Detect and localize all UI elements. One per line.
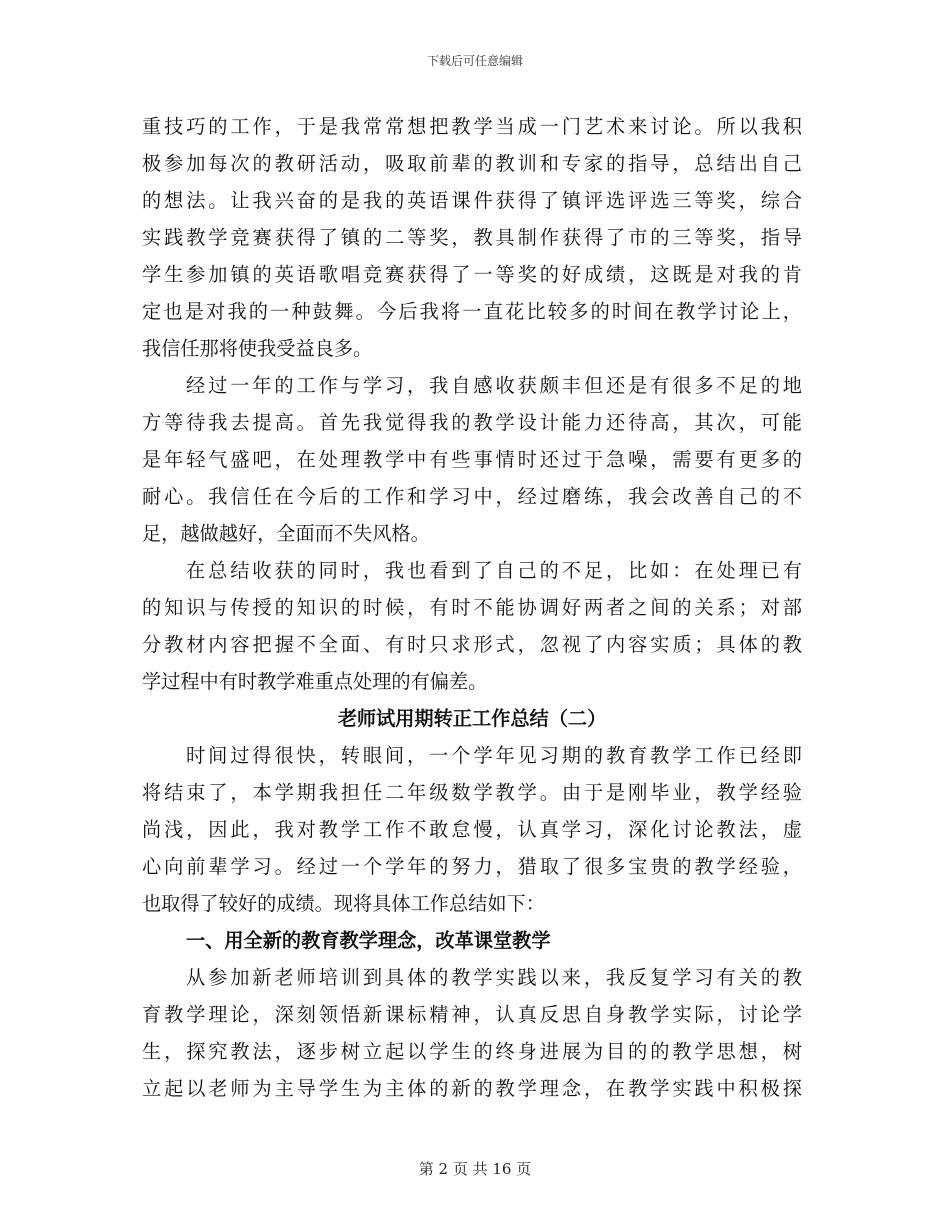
- document-body: [142, 108, 802, 1107]
- paragraph-start-line: 时间过得很快，转眼间，一个学年见习期的教育教学工作已经即: [186, 744, 802, 767]
- paragraph-start-line: 从参加新老师培训到具体的教学实践以来，我反复学习有关的教: [186, 966, 802, 989]
- text-line: 立起以老师为主导学生为主体的新的教学理念，在教学实践中积极探: [142, 1077, 802, 1100]
- paragraph-start-line: 经过一年的工作与学习，我自感收获颇丰但还是有很多不足的地: [186, 374, 802, 397]
- subsection-heading: 一、用全新的教育教学理念，改革课堂教学: [186, 929, 551, 952]
- text-line: 定也是对我的一种鼓舞。今后我将一直花比较多的时间在教学讨论上，: [142, 300, 802, 323]
- page-number: 第 2 页 共 16 页: [418, 1160, 532, 1178]
- section-title: 老师试用期转正工作总结（二）: [337, 707, 607, 730]
- text-line: 将结束了，本学期我担任二年级数学教学。由于是刚毕业，教学经验: [142, 781, 802, 804]
- text-line: 方等待我去提高。首先我觉得我的教学设计能力还待高，其次，可能: [142, 411, 802, 434]
- text-line: 也取得了较好的成绩。现将具体工作总结如下：: [142, 892, 545, 915]
- paragraph-start-line: 在总结收获的同时，我也看到了自己的不足，比如：在处理已有: [186, 559, 802, 582]
- page-header-note: 下载后可任意编辑: [426, 54, 523, 68]
- text-line: 极参加每次的教研活动，吸取前辈的教训和专家的指导，总结出自己: [142, 152, 802, 175]
- text-line: 我信任那将使我受益良多。: [142, 337, 373, 360]
- text-line: 耐心。我信任在今后的工作和学习中，经过磨练，我会改善自己的不: [142, 485, 802, 508]
- text-line: 心向前辈学习。经过一个学年的努力，猎取了很多宝贵的教学经验，: [142, 855, 802, 878]
- text-line: 尚浅，因此，我对教学工作不敢怠慢，认真学习，深化讨论教法，虚: [142, 818, 802, 841]
- text-line: 重技巧的工作，于是我常常想把教学当成一门艺术来讨论。所以我积: [142, 115, 802, 138]
- text-line: 足，越做越好，全面而不失风格。: [142, 522, 430, 545]
- text-line: 学生参加镇的英语歌唱竞赛获得了一等奖的好成绩，这既是对我的肯: [142, 263, 802, 286]
- text-line: 实践教学竞赛获得了镇的二等奖，教具制作获得了市的三等奖，指导: [142, 226, 802, 249]
- text-line: 是年轻气盛吧，在处理教学中有些事情时还过于急噪，需要有更多的: [142, 448, 802, 471]
- text-line: 的知识与传授的知识的时候，有时不能协调好两者之间的关系；对部: [142, 596, 802, 619]
- text-line: 育教学理论，深刻领悟新课标精神，认真反思自身教学实际，讨论学: [142, 1003, 802, 1026]
- text-line: 分教材内容把握不全面、有时只求形式，忽视了内容实质；具体的教: [142, 633, 802, 656]
- text-line: 生，探究教法，逐步树立起以学生的终身进展为目的的教学思想，树: [142, 1040, 802, 1063]
- text-line: 的想法。让我兴奋的是我的英语课件获得了镇评选评选三等奖，综合: [142, 189, 802, 212]
- text-line: 学过程中有时教学难重点处理的有偏差。: [142, 670, 488, 693]
